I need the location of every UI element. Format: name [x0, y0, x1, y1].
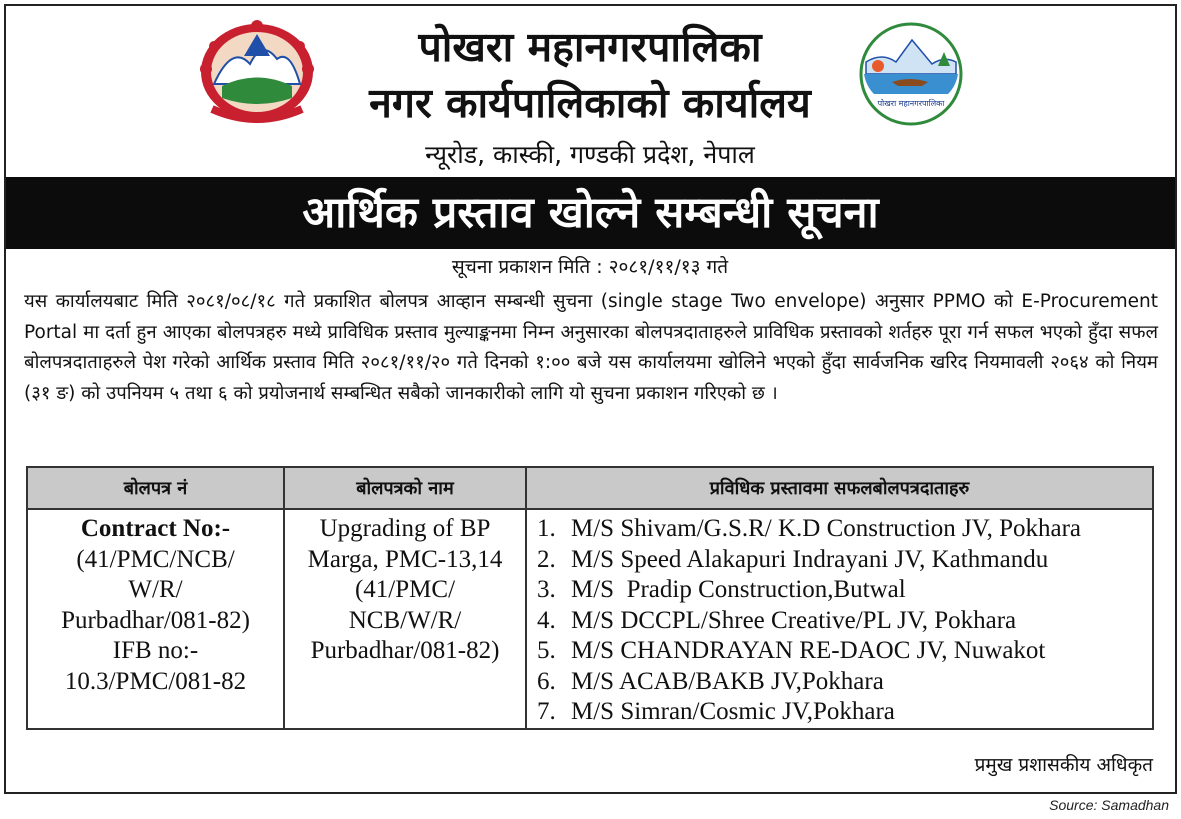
contract-line: W/R/: [128, 576, 183, 603]
publication-date: सूचना प्रकाशन मिति : २०८१/११/१३ गते: [451, 256, 729, 278]
office-subtitle: नगर कार्यपालिकाको कार्यालय: [369, 79, 811, 127]
bid-name-line: Purbadhar/081-82): [310, 637, 500, 664]
bidder-name: M/S ACAB/BAKB JV,Pokhara: [571, 667, 884, 695]
bidder-number: 1.: [537, 515, 556, 542]
bid-name-line: Upgrading of BP: [319, 515, 491, 542]
contract-cell: [27, 509, 284, 729]
list-item: [537, 606, 1152, 637]
header-successful-bidders: प्रविधिक प्रस्तावमा सफलबोलपत्रदाताहरु: [526, 467, 1153, 509]
list-item: [537, 575, 1152, 606]
list-item: [537, 667, 1152, 698]
bidder-name: M/S Speed Alakapuri Indrayani JV, Kathmandu: [571, 545, 1049, 573]
table-row: [27, 509, 1153, 729]
bidder-list: [527, 514, 1152, 728]
office-address: न्यूरोड, कास्की, गण्डकी प्रदेश, नेपाल: [425, 140, 755, 169]
list-item: [537, 636, 1152, 667]
notice-heading: आर्थिक प्रस्ताव खोल्ने सम्बन्धी सूचना: [6, 177, 1175, 249]
list-item: [537, 514, 1152, 545]
table-header-row: [27, 467, 1153, 509]
bidder-name: M/S Pradip Construction,Butwal: [571, 576, 906, 603]
bid-name-cell: [284, 509, 526, 729]
office-name: पोखरा महानगरपालिका: [418, 23, 762, 71]
contract-line: Purbadhar/081-82): [61, 606, 250, 634]
header-bid-name: बोलपत्रको नाम: [284, 467, 526, 509]
contract-label: Contract No:-: [80, 515, 231, 542]
list-item: [537, 545, 1152, 576]
source-credit: Source: Samadhan: [1049, 797, 1169, 813]
contract-line: 10.3/PMC/081-82: [64, 667, 247, 695]
bidder-name: M/S DCCPL/Shree Creative/PL JV, Pokhara: [571, 606, 1017, 634]
bidder-name: M/S Shivam/G.S.R/ K.D Construction JV, Pokhara: [571, 515, 1081, 542]
bidder-number: 4.: [537, 606, 556, 634]
notice-body: यस कार्यालयबाट मिति २०८१/०८/१८ गते प्रकाशित बोलपत्र आव्हान सम्बन्धी सुचना (single stage Two envelope) अनुसार PPMO को E-Procurement Portal मा दर्ता हुन आएका बोलपत्रहरु मध्ये प्राविधिक प्रस्ताव मुल्याङ्कनमा निम्न अनुसारका बोलपत्रदाताहरुले प्राविधिक प्रस्तावको शर्तहरु पूरा गर्न सफल भएको हुँदा सफल बोलपत्रदाताहरुले पेश गरेको आर्थिक प्रस्ताव मिति २०८१/११/२० गते दिनको १:०० बजे यस कार्यालयमा खोलिने भएको हुँदा सार्वजनिक खरिद नियमावली २०६४ को नियम (३१ ङ) को उपनियम ५ तथा ६ को प्रयोजनार्थ सम्बन्धित सबैको जानकारीको लागि यो सुचना प्रकाशन गरिएको छ ।: [24, 291, 1158, 404]
logo-caption: पोखरा महानगरपालिका: [877, 99, 945, 108]
nepal-emblem-icon: [192, 14, 322, 126]
contract-line: IFB no:-: [112, 637, 199, 664]
bidder-number: 7.: [537, 698, 556, 725]
bid-table: [26, 466, 1154, 730]
header-bid-number: बोलपत्र नं: [27, 467, 284, 509]
contract-line: (41/PMC/NCB/: [76, 545, 235, 573]
bidder-number: 3.: [537, 576, 556, 603]
list-item: [537, 697, 1152, 728]
signatory-title: प्रमुख प्रशासकीय अधिकृत: [974, 754, 1153, 776]
bidder-name: M/S CHANDRAYAN RE-DAOC JV, Nuwakot: [571, 637, 1046, 664]
bidder-number: 2.: [537, 545, 556, 573]
pokhara-logo-icon: [852, 22, 970, 126]
bid-name-line: Marga, PMC-13,14: [307, 545, 503, 573]
bidder-name: M/S Simran/Cosmic JV,Pokhara: [571, 698, 895, 725]
bid-name-line: (41/PMC/: [354, 576, 456, 603]
bidder-number: 5.: [537, 637, 556, 664]
bidder-number: 6.: [537, 667, 556, 695]
bidders-cell: [526, 509, 1153, 729]
bid-name-line: NCB/W/R/: [348, 606, 462, 634]
